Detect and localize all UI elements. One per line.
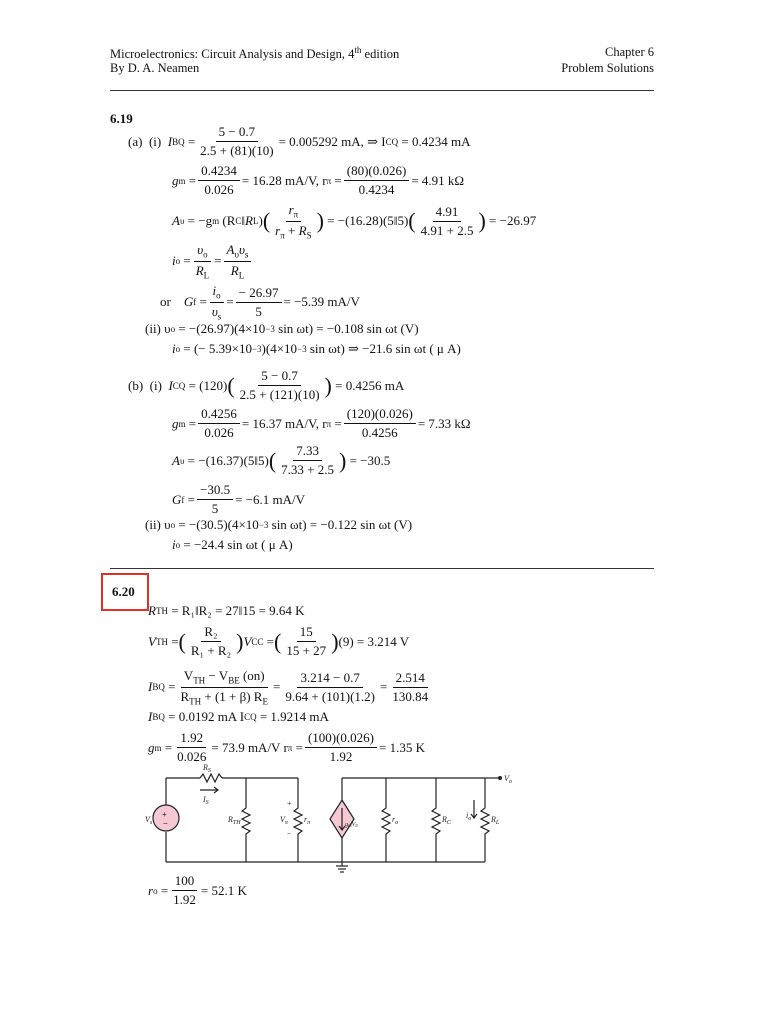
label-vo: $V_o$ (504, 774, 512, 785)
eq-a-io: i o = $\frac{\upsilon_o}{R_L}$ = $\frac{A_\upsilon\upsilon_s}{R_L}$ (172, 242, 253, 280)
label-vpi: $V_\pi$ (280, 815, 288, 826)
eq-b-ii-io: i o = −24.4 sin ωt ( μ A) (172, 537, 293, 552)
problem-number-620: 6.20 (112, 584, 135, 599)
label-rc: $R_C$ (442, 815, 451, 826)
section-rule (110, 568, 654, 569)
part-label: (a) (128, 133, 143, 149)
eq-a-ii-io: i o = (− 5.39×10 −3 )(4×10 −3 sin ωt) ⇒ −21.6 sin ωt ( μ A) (172, 341, 461, 356)
book-title: Microelectronics: Circuit Analysis and Design, 4th edition (110, 45, 400, 62)
eq-a-ii-vo: (ii) υ o = −(26.97)(4×10 −3 sin ωt) = −0.108 sin ωt (V) (145, 321, 419, 336)
eq-b-ii-vo: (ii) υ o = −(30.5)(4×10 −3 sin ωt) = −0.122 sin ωt (V) (145, 517, 413, 532)
eq-b-icq: (b) (i) I CQ = (120) ( $\frac{5 - 0.7}{2.5 + (121)(10)}$ ) = 0.4256 mA (128, 368, 405, 402)
label-rpi: $r_\pi$ (304, 815, 311, 826)
label-vs: $V_s$ (145, 815, 153, 826)
label-gm: gmVπ (345, 822, 358, 829)
label-io: $i_o$ (466, 811, 472, 822)
chapter-label: Chapter 6 (605, 45, 654, 59)
eq-iq: I BQ = 0.0192 mA I CQ = 1.9214 mA (148, 709, 329, 724)
subpart-label: (i) (148, 133, 162, 149)
eq-a-ibq: (a) (i) I BQ = $\frac{5 - 0.7}{2.5 + (81)(10)}$ = 0.005292 mA, ⇒ I CQ = 0.4234 mA (128, 124, 471, 158)
eq-gm: g m = $\frac{1.92}{0.026}$ = 73.9 mA/V r π = $\frac{(100)(0.026)}{1.92}$ = 1.35 K (148, 730, 425, 764)
eq-b-gf: G f = $\frac{-30.5}{5}$ = −6.1 mA/V (172, 482, 305, 516)
eq-a-gf: or G f = $\frac{i_o}{\upsilon_s}$ = $\frac{- 26.97}{5}$ = −5.39 mA/V (160, 283, 360, 322)
problem-number: 6.19 (110, 111, 133, 126)
label-is: $I_S$ (203, 795, 209, 806)
author: By D. A. Neamen (110, 61, 200, 75)
label-rth: $R_{TH}$ (228, 815, 241, 826)
eq-ro: r o = $\frac{100}{1.92}$ = 52.1 K (148, 873, 247, 907)
section-label: Problem Solutions (561, 61, 654, 75)
eq-rth: R TH = R₁‖R₂ = 27‖15 = 9.64 K (148, 603, 305, 618)
svg-text:+: + (162, 810, 167, 819)
eq-vth: V TH = ( $\frac{\text{R₂}}{\text{R₁ + R₂}}$ ) V CC = ( $\frac{15}{15 + 27}$ ) (9) = 3.214 V (148, 624, 410, 658)
label-rl: $R_L$ (491, 815, 500, 826)
svg-text:−: − (287, 829, 292, 838)
header-rule (110, 90, 654, 91)
svg-text:+: + (287, 799, 292, 808)
eq-ibq: I BQ = $\frac{V_{TH} - V_{BE} (on)}{R_{TH} + (1 + \beta) R_E}$ = $\frac{3.214 - 0.7}{9.64 + (101)(1.2)}$ = $\frac{2.514}{130.84}$ (148, 668, 429, 707)
label-rs: $R_S$ (203, 763, 211, 774)
eq-a-gm: g m = $\frac{0.4234}{0.026}$ = 16.28 mA/V, r π = $\frac{(80)(0.026)}{0.4234}$ = 4.91 kΩ (172, 163, 465, 197)
eq-b-gm: g m = $\frac{0.4256}{0.026}$ = 16.37 mA/V, r π = $\frac{(120)(0.026)}{0.4256}$ = 7.33 kΩ (172, 406, 471, 440)
eq-a-av: A υ = −g m (R C ‖ R L ) ( $\frac{r_\pi}{r_\pi + R_S}$ ) = −(16.28)(5‖5) ( $\frac{4.91}{4.91 + 2.5}$ ) = −26.97 (172, 202, 537, 241)
small-signal-circuit (140, 760, 520, 875)
svg-text:−: − (163, 819, 168, 828)
eq-b-av: A υ = −(16.37)(5‖5) ( $\frac{7.33}{7.33 + 2.5}$ ) = −30.5 (172, 443, 391, 477)
label-ro: $r_o$ (392, 815, 399, 826)
